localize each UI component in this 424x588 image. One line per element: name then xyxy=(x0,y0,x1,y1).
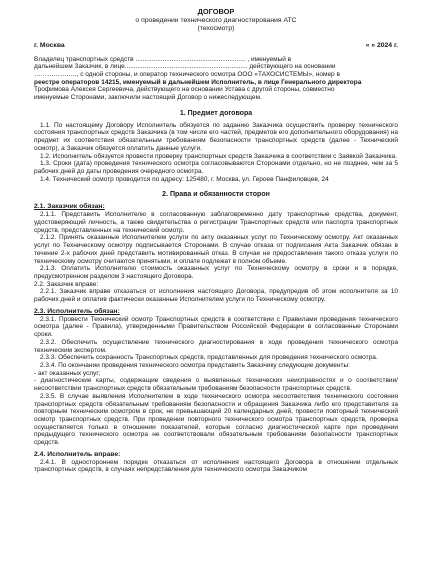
document-list-item: - акт оказанных услуг; xyxy=(34,369,101,377)
preamble-line: реестре операторов 14215, именуемый в дальнейшем Исполнитель, в лице Генерального директора xyxy=(34,78,362,86)
preamble-line: ……………….., с одной стороны, и оператор технического осмотра ООО «ТАХОСИСТЕМЫ», номер в xyxy=(34,70,340,78)
clause-2-4-1: 2.4.1. В одностороннем порядке отказаться от исполнения настоящего Договора в отношении отдельных транспортных средств, в случаях непредставления для технического осмотра Заказчиком xyxy=(34,458,398,474)
preamble-line: именуемые Сторонами, заключили настоящий Договор о нижеследующем. xyxy=(34,94,262,102)
contractor-obligations-heading: 2.3. Исполнитель обязан: xyxy=(34,307,120,315)
preamble-line: Трофимова Алексея Сергеевича, действующего на основании Устава с другой стороны, совместно xyxy=(34,86,335,94)
preamble-line: дальнейшем Заказчик, в лице.................................................................... действующего на основании xyxy=(34,63,336,71)
section-1-heading: 1. Предмет договора xyxy=(179,109,253,117)
city-date-line xyxy=(34,41,398,50)
clause-2-1-2: 2.1.2. Принять оказанные Исполнителем услуги по акту оказанных услуг по Техническому осмотру. Акт оказанных услуг по Техническому осмотру подписывается Сторонами. В случае отказа от подписания Акта Заказчик обязан в течение 2-х рабочих дней представить мотивированный отказ. В случае не предоставления такого отказа услуги по техническому осмотру считаются принятыми, и оплате подлежат в полном объеме. xyxy=(34,234,398,265)
city-label: г. Москва xyxy=(34,41,65,49)
clause-2-3-1: 2.3.1. Провести Технический осмотр Транспортных средств в соответствии с Правилами проведения технического осмотра (далее - Правила), утвержденными Правительством Российской Федерации в согласованные Сторонами сроки. xyxy=(34,315,398,339)
clause-2-3-2: 2.3.2. Обеспечить осуществление технического диагностирования в ходе проведения технического осмотра техническим экспертом. xyxy=(34,338,398,354)
clause-1-4: 1.4. Технический осмотр проводится по адресу: 125480, г. Москва, ул. Героев Панфиловцев, 24 xyxy=(40,175,329,183)
section-2-heading: 2. Права и обязанности сторон xyxy=(162,191,270,199)
clause-2-3-3: 2.3.3. Обеспечить сохранность Транспортных средств, представленных для проведения технического осмотра. xyxy=(40,354,378,362)
clause-2-2-1: 2.2.1. Заказчик вправе отказаться от исполнения настоящего Договора, предупредив об этом исполнителя за 10 рабочих дней и оплатив фактически оказанные Исполнителем услуги по Техническому осмотру. xyxy=(34,288,398,304)
contract-date: « » 2024 г. xyxy=(365,41,398,49)
clause-1-2: 1.2. Исполнитель обязуется провести проверку транспортных средств Заказчика в соответствии с Заявкой Заказчика. xyxy=(40,152,397,160)
preamble-line: Владелец транспортных средств ............................................................. , именуемый в xyxy=(34,55,292,63)
document-subtitle: о проведении технического диагностирования АТС xyxy=(135,16,297,24)
document-title: ДОГОВОР xyxy=(197,7,235,16)
clause-2-1-1: 2.1.1. Представить Исполнителю в согласованную заблаговременно дату транспортные средства, документ, удостоверяющий личность, а также свидетельства о регистрации Транспортных средств или паспорта транспортных средств, представленных на технический осмотр. xyxy=(34,211,398,234)
customer-rights-heading: 2.2. Заказчик вправе: xyxy=(34,280,99,288)
document-list-item: - диагностические карты, содержащие сведения о выявленных технических неисправностях и о соответствии/несоответствии транспортных средств обязательным требованиям безопасности транспортных средств. xyxy=(34,377,398,393)
clause-2-3-4: 2.3.4. По окончании проведения технического осмотра представить Заказчику следующие документы: xyxy=(40,362,350,369)
document-subtitle-2: (техосмотр) xyxy=(197,24,235,32)
clause-2-3-5: 2.3.5. В случае выявления Исполнителем в ходе технического осмотра несоответствия технического состояния транспортных средств обязательным требованиям безопасности и обращения Заказчика либо его представителя за повторным техническим осмотром в срок, не превышающий 20 календарных дней, провести повторный технический осмотр транспортных средств. При проведении повторного технического осмотра транспортных средств, проверка осуществляется только в отношении показателей, которые согласно диагностической карте при проведении предыдущего технического осмотра не соответствовали обязательным требованиям безопасности транспортных средств. xyxy=(34,392,398,447)
contractor-rights-heading: 2.4. Исполнитель вправе: xyxy=(34,450,121,458)
customer-obligations-heading: 2.1. Заказчик обязан: xyxy=(34,203,105,211)
clause-1-3: 1.3. Сроки (дата) проведения технического осмотра согласовываются Сторонами отдельно, но не позднее, чем за 5 рабочих дней до даты проведения очередного осмотра. xyxy=(34,160,398,175)
clause-1-1: 1.1. По настоящему Договору Исполнитель обязуется по заданию Заказчика осуществить проверку технического состояния транспортных средств Заказчика (в том числе его частей, предметов его дополнительного оборудования) на предмет их соответствия обязательным требованиям безопасности транспортных средств (далее - Технический осмотр), а Заказчик обязуется оплатить данные услуги. xyxy=(34,121,398,152)
clause-2-1-3: 2.1.3. Оплатить Исполнителю стоимость оказанных услуг по Техническому осмотру в сроки и в порядке, предусмотренном разделом 3 настоящего Договора. xyxy=(34,265,398,280)
